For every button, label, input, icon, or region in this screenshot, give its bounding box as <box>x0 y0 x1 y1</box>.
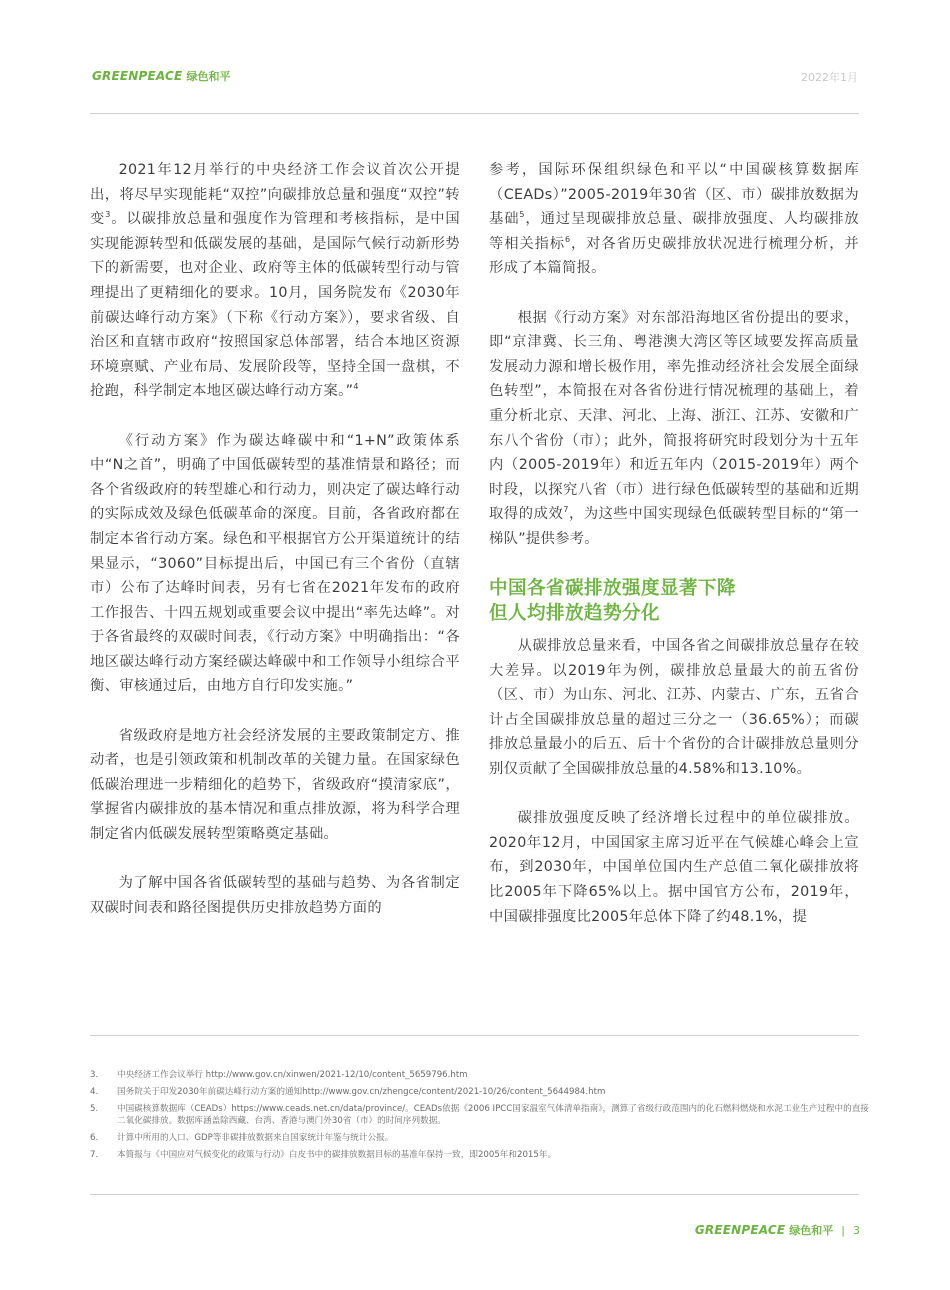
left-column <box>90 158 460 945</box>
footer-divider <box>90 1194 859 1195</box>
footnote: 5. 中国碳核算数据库（CEADs）https://www.ceads.net.cn/data/province/。CEADs依据《2006 IPCC国家温室气体清单指南》，测算了省级行政范围内的化石燃料燃烧和水泥工业生产过程中的直接二氧化碳排放。数据库涵盖除西藏、台湾、香港与澳门外30省（市）的时间序列数据。 <box>90 1104 869 1126</box>
footnote-ref: 6 <box>564 235 571 245</box>
paragraph: 2021年12月举行的中央经济工作会议首次公开提出，将尽早实现能耗“双控”向碳排放总量和强度“双控”转变$^3$。以碳排放总量和强度作为管理和考核指标，是中国实现能源转型和低碳发展的基础，是国际气候行动新形势下的新需要，也对企业、政府等主体的低碳转型行动与管理提出了更精细化的要求。10月，国务院发布《2030年前碳达峰行动方案》（下称《行动方案》），要求省级、自治区和直辖市政府“按照国家总体部署，结合本地区资源环境禀赋、产业布局、发展阶段等，坚持全国一盘棋，不抢跑，科学制定本地区碳达峰行动方案。”$^4$ <box>90 162 460 400</box>
footnote-ref: 3 <box>105 210 111 220</box>
greenpeace-logo <box>92 68 230 84</box>
header-divider <box>90 113 859 114</box>
page-footer <box>695 1222 860 1238</box>
footnote: 3. 中央经济工作会议举行 http://www.gov.cn/xinwen/2021-12/10/content_5659796.htm <box>90 1070 468 1080</box>
footnotes <box>90 1069 870 1166</box>
paragraph: 从碳排放总量来看，中国各省之间碳排放总量存在较大差异。以2019年为例，碳排放总量最大的前五省份（区、市）为山东、河北、江苏、内蒙古、广东，五省合计占全国碳排放总量的超过三分之一（36.65%）；而碳排放总量最小的后五、后十个省份的合计碳排放总量则分别仅贡献了全国碳排放总量的4.58%和13.10%。 <box>489 638 859 778</box>
footnote: 7. 本简报与《中国应对气候变化的政策与行动》白皮书中的碳排放数据目标的基准年保持一致，即2005年和2015年。 <box>90 1150 557 1160</box>
right-column <box>489 158 859 954</box>
footnote-ref: 4 <box>353 382 359 392</box>
footnote: 4. 国务院关于印发2030年前碳达峰行动方案的通知http://www.gov.cn/zhengce/content/2021-10/26/content_5644984.htm <box>90 1087 606 1097</box>
paragraph: 参考，国际环保组织绿色和平以“中国碳核算数据库（CEADs）”2005-2019年30省（区、市）碳排放数据为基础$^5$，通过呈现碳排放总量、碳排放强度、人均碳排放等相关指标$^6$，对各省历史碳排放状况进行梳理分析，并形成了本篇简报。 <box>489 162 860 277</box>
footnote: 6. 计算中所用的人口、GDP等非碳排放数据来自国家统计年鉴与统计公报。 <box>90 1133 394 1143</box>
paragraph: 根据《行动方案》对东部沿海地区省份提出的要求，即“京津冀、长三角、粤港澳大湾区等区域要发挥高质量发展动力源和增长极作用，率先推动经济社会发展全面绿色转型”，本简报在对各省份进行情况梳理的基础上，着重分析北京、天津、河北、上海、浙江、江苏、安徽和广东八个省份（市）；此外，简报将研究时段划分为十五年内（2005-2019年）和近五年内（2015-2019年）两个时段，以探究八省（市）进行绿色低碳转型的基础和近期取得的成效$^7$，为这些中国实现绿色低碳转型目标的“第一梯队”提供参考。 <box>489 309 860 547</box>
footer-logo-en: GREENPEACE <box>694 1223 786 1237</box>
paragraph: 《行动方案》作为碳达峰碳中和“1+N”政策体系中“N之首”，明确了中国低碳转型的基准情景和路径；而各个省级政府的转型雄心和行动力，则决定了碳达峰行动的实际成效及绿色低碳革命的深度。目前，各省政府都在制定本省行动方案。绿色和平根据官方公开渠道统计的结果显示，“3060”目标提出后，中国已有三个省份（直辖市）公布了达峰时间表，另有七省在2021年发布的政府工作报告、十四五规划或重要会议中提出“率先达峰”。对于各省最终的双碳时间表，《行动方案》中明确指出：“各地区碳达峰行动方案经碳达峰碳中和工作领导小组综合平衡、审核通过后，由地方自行印发实施。” <box>90 432 460 695</box>
footnote-ref: 5 <box>519 210 525 220</box>
logo-cn: 绿色和平 <box>186 70 231 83</box>
paragraph: 碳排放强度反映了经济增长过程中的单位碳排放。2020年12月，中国国家主席习近平在气候雄心峰会上宣布，到2030年，中国单位国内生产总值二氧化碳排放将比2005年下降65%以上。据中国官方公布，2019年，中国碳排强度比2005年总体下降了约48.1%，提 <box>489 810 859 925</box>
paragraph: 为了解中国各省低碳转型的基础与趋势、为各省制定双碳时间表和路径图提供历史排放趋势方面的 <box>90 875 460 916</box>
footer-separator: | <box>841 1224 845 1237</box>
footnote-divider <box>90 1035 859 1036</box>
logo-en: GREENPEACE <box>92 69 183 83</box>
footnote-ref: 7 <box>563 505 569 515</box>
paragraph: 省级政府是地方社会经济发展的主要政策制定方、推动者，也是引领政策和机制改革的关键力量。在国家绿色低碳治理进一步精细化的趋势下，省级政府“摸清家底”，掌握省内碳排放的基本情况和重点排放源，将为科学合理制定省内低碳发展转型策略奠定基础。 <box>90 727 460 843</box>
publication-date: 2022年1月 <box>801 71 858 84</box>
footer-logo-cn: 绿色和平 <box>789 1224 834 1237</box>
section-heading: 中国各省碳排放强度显著下降 但人均排放趋势分化 <box>489 578 737 625</box>
page-number: 3 <box>853 1224 860 1237</box>
